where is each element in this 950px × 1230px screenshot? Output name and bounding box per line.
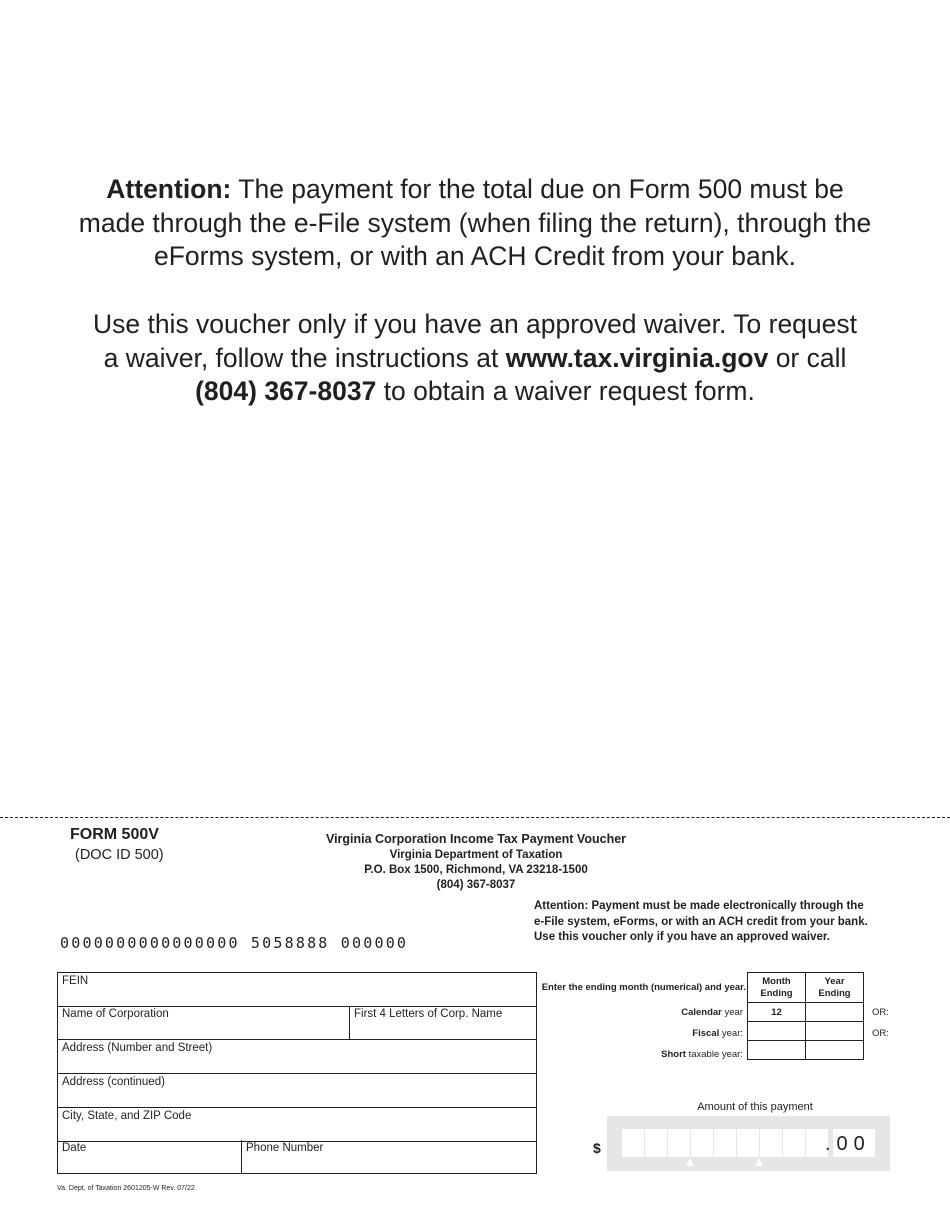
identification-box [57, 972, 537, 1174]
address-cont-row [58, 1074, 536, 1108]
waiver-text-2a: a waiver, follow the instructions at [103, 342, 506, 373]
amount-box[interactable] [607, 1116, 890, 1171]
amount-digit[interactable] [645, 1129, 667, 1157]
corp-name-row [58, 1006, 536, 1040]
attention-text-1: The payment for the total due on Form 500 must be [238, 174, 844, 204]
phone-field[interactable] [242, 1140, 536, 1174]
or-label-1: OR: [872, 1007, 889, 1018]
first4-field[interactable] [350, 1006, 536, 1039]
amount-digit[interactable] [714, 1129, 736, 1157]
address-cont-label: Address (continued) [62, 1076, 165, 1088]
fein-field[interactable] [58, 973, 536, 1006]
scan-line: 0000000000000000 5058888 000000 [60, 934, 409, 952]
address-field[interactable] [58, 1040, 536, 1073]
short-year-cell[interactable] [806, 1041, 864, 1060]
date-label: Date [62, 1142, 87, 1154]
fein-label: FEIN [62, 975, 89, 987]
fiscal-year-label: Fiscal year: [692, 1028, 743, 1039]
attention-text-3: eForms system, or with an ACH Credit from your bank. [153, 241, 797, 271]
amount-caption: Amount of this payment [697, 1101, 813, 1113]
waiver-text-3: to obtain a waiver request form. [376, 376, 755, 406]
attention-notice [40, 173, 910, 274]
amount-digit[interactable] [622, 1129, 644, 1157]
voucher-attention-line-3: Use this voucher only if you have an approved waiver. [534, 931, 830, 943]
voucher-title: Virginia Corporation Income Tax Payment Voucher [325, 832, 627, 846]
waiver-phone: (804) 367-8037 [195, 376, 377, 406]
period-table [747, 972, 864, 1060]
fiscal-year-cell[interactable] [806, 1022, 864, 1041]
department-address: P.O. Box 1500, Richmond, VA 23218-1500 [364, 864, 588, 876]
amount-digit[interactable] [737, 1129, 759, 1157]
waiver-text-2b: or call [768, 342, 847, 373]
doc-id: (DOC ID 500) [75, 847, 164, 863]
department-name: Virginia Department of Taxation [389, 849, 563, 861]
amount-digit[interactable] [691, 1129, 713, 1157]
or-label-2: OR: [872, 1028, 889, 1039]
fiscal-month-cell[interactable] [748, 1022, 806, 1041]
fein-row [58, 973, 536, 1007]
city-state-zip-field[interactable] [58, 1108, 536, 1141]
calendar-year-label: Calendar year [681, 1007, 743, 1018]
millions-marker [755, 1158, 763, 1166]
month-ending-header: Month Ending [748, 973, 806, 1003]
amount-digit[interactable] [668, 1129, 690, 1157]
cut-line [0, 817, 950, 818]
date-field[interactable] [58, 1140, 242, 1174]
waiver-website: www.tax.virginia.gov [505, 342, 769, 373]
form-name: FORM 500V [70, 826, 159, 843]
short-year-label: Short taxable year: [661, 1049, 743, 1060]
date-phone-row [58, 1140, 536, 1174]
amount-cents: .00 [825, 1133, 871, 1155]
thousands-marker [686, 1158, 694, 1166]
amount-digit[interactable] [783, 1129, 805, 1157]
address-cont-field[interactable] [58, 1074, 536, 1107]
address-row [58, 1040, 536, 1074]
footer-text: Va. Dept. of Taxation 2601205-W Rev. 07/22 [57, 1185, 195, 1192]
department-phone: (804) 367-8037 [436, 879, 516, 891]
attention-text-2: made through the e-File system (when filing the return), through the [78, 207, 872, 238]
city-row [58, 1108, 536, 1142]
year-ending-header: Year Ending [806, 973, 864, 1003]
city-state-zip-label: City, State, and ZIP Code [62, 1110, 192, 1122]
attention-label: Attention: [106, 174, 232, 204]
corp-name-field[interactable] [58, 1006, 350, 1039]
voucher-attention [534, 899, 914, 946]
calendar-year-cell[interactable] [806, 1003, 864, 1022]
waiver-text-1: Use this voucher only if you have an approved waiver. To request [92, 309, 858, 339]
amount-digit[interactable] [760, 1129, 782, 1157]
address-label: Address (Number and Street) [62, 1042, 213, 1054]
first4-label: First 4 Letters of Corp. Name [354, 1008, 503, 1020]
calendar-month-cell[interactable]: 12 [748, 1003, 806, 1022]
voucher-attention-line-1: Attention: Payment must be made electronically through the [534, 900, 864, 912]
short-month-cell[interactable] [748, 1041, 806, 1060]
dollar-sign: $ [593, 1140, 601, 1156]
period-instruction: Enter the ending month (numerical) and year. [541, 982, 746, 993]
voucher-attention-line-2: e-File system, eForms, or with an ACH credit from your bank. [534, 915, 868, 928]
corp-name-label: Name of Corporation [62, 1008, 169, 1020]
phone-label: Phone Number [246, 1142, 324, 1154]
waiver-notice [40, 308, 910, 409]
